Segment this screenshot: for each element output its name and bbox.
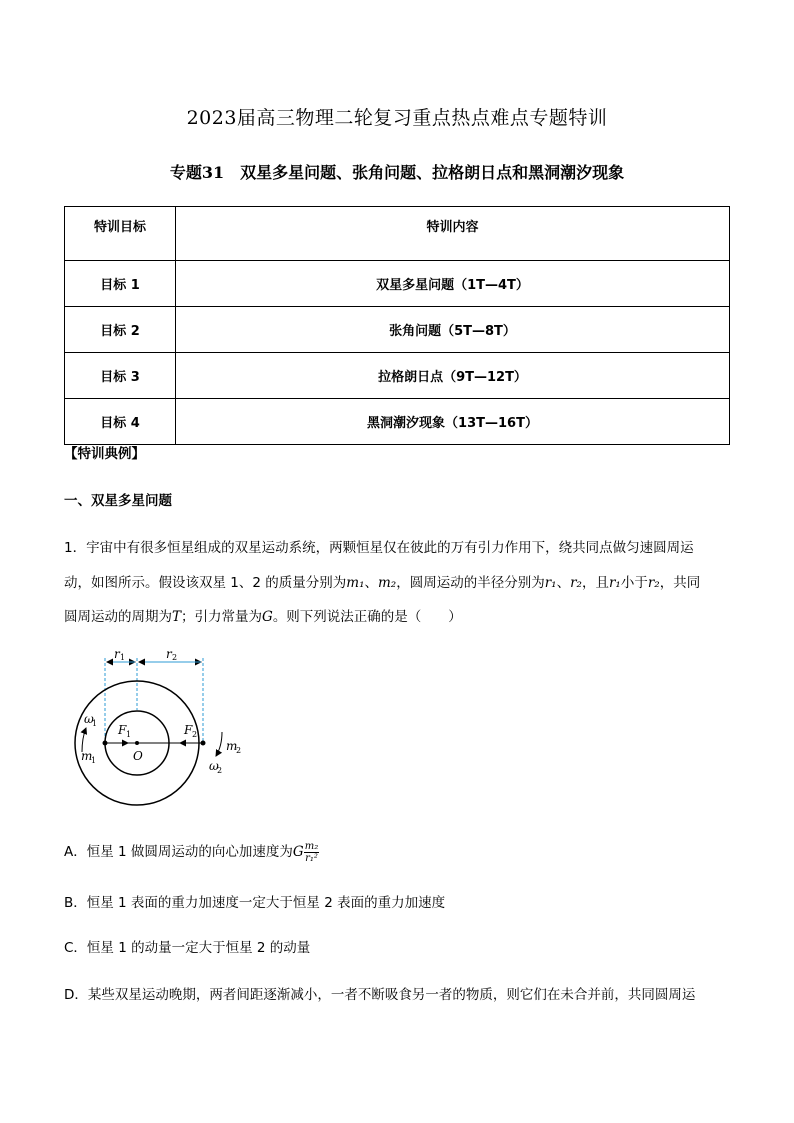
label-O: O bbox=[133, 749, 143, 763]
option-b: B．恒星 1 表面的重力加速度一定大于恒星 2 表面的重力加速度 bbox=[64, 895, 446, 911]
table-header-row bbox=[65, 207, 730, 261]
label-r1: r bbox=[114, 647, 120, 661]
label-m2: m bbox=[226, 739, 238, 753]
label-m1-sub: 1 bbox=[91, 756, 97, 765]
table-row bbox=[65, 353, 730, 399]
section-heading: 一、双星多星问题 bbox=[64, 493, 172, 509]
label-omega2-sub: 2 bbox=[217, 766, 223, 775]
label-omega1: ω bbox=[84, 712, 94, 726]
topic-subtitle: 专题31 双星多星问题、张角问题、拉格朗日点和黑洞潮汐现象 bbox=[169, 163, 625, 182]
label-omega1-sub: 1 bbox=[92, 719, 98, 728]
option-d: D．某些双星运动晚期，两者间距逐渐减小，一者不断吸食另一者的物质，则它们在未合并前，共同圆周运 bbox=[64, 987, 696, 1003]
label-r1-sub: 1 bbox=[120, 653, 126, 662]
table-row bbox=[65, 261, 730, 307]
table-row bbox=[65, 399, 730, 445]
label-F1: F bbox=[118, 723, 127, 737]
goal-cell: 目标 4 bbox=[65, 399, 176, 445]
content-cell: 黑洞潮汐现象（13T—16T） bbox=[176, 399, 730, 445]
header-content: 特训内容 bbox=[176, 207, 730, 261]
examples-heading: 【特训典例】 bbox=[64, 446, 145, 462]
binary-star-diagram bbox=[70, 640, 260, 840]
goal-cell: 目标 1 bbox=[65, 261, 176, 307]
omega2-arrow bbox=[216, 732, 222, 756]
question-stem-line-2: 动，如图所示。假设该双星 1、2 的质量分别为m₁、m₂，圆周运动的半径分别为r₁、r₂，且r₁小于r₂，共同 bbox=[64, 575, 701, 591]
goal-cell: 目标 3 bbox=[65, 353, 176, 399]
label-m1: m bbox=[81, 749, 93, 763]
center-point bbox=[135, 741, 139, 745]
content-cell: 张角问题（5T—8T） bbox=[176, 307, 730, 353]
header-goal: 特训目标 bbox=[65, 207, 176, 261]
star-1 bbox=[103, 741, 108, 746]
goal-cell: 目标 2 bbox=[65, 307, 176, 353]
targets-table bbox=[64, 206, 730, 445]
page-title: 2023届高三物理二轮复习重点热点难点专题特训 bbox=[186, 107, 608, 129]
label-F2: F bbox=[184, 723, 193, 737]
star-2 bbox=[201, 741, 206, 746]
label-r2-sub: 2 bbox=[172, 653, 178, 662]
label-m2-sub: 2 bbox=[236, 746, 242, 755]
content-cell: 拉格朗日点（9T—12T） bbox=[176, 353, 730, 399]
label-F1-sub: 1 bbox=[126, 730, 132, 739]
question-stem-line-3: 圆周运动的周期为T；引力常量为G。则下列说法正确的是（ ） bbox=[64, 609, 462, 625]
label-omega2: ω bbox=[209, 759, 219, 773]
label-r2: r bbox=[166, 647, 172, 661]
table-row bbox=[65, 307, 730, 353]
label-F2-sub: 2 bbox=[192, 730, 198, 739]
fraction: $\frac{\text{m₂}}{\text{r₁²}}$ bbox=[304, 840, 319, 864]
content-cell: 双星多星问题（1T—4T） bbox=[176, 261, 730, 307]
option-c: C．恒星 1 的动量一定大于恒星 2 的动量 bbox=[64, 940, 311, 956]
option-a: A．恒星 1 做圆周运动的向心加速度为G $\frac{\text{m₂}}{\text{r₁²}}$ bbox=[64, 840, 319, 864]
question-stem-line-1: 1．宇宙中有很多恒星组成的双星运动系统，两颗恒星仅在彼此的万有引力作用下，绕共同点做匀速圆周运 bbox=[64, 540, 694, 556]
